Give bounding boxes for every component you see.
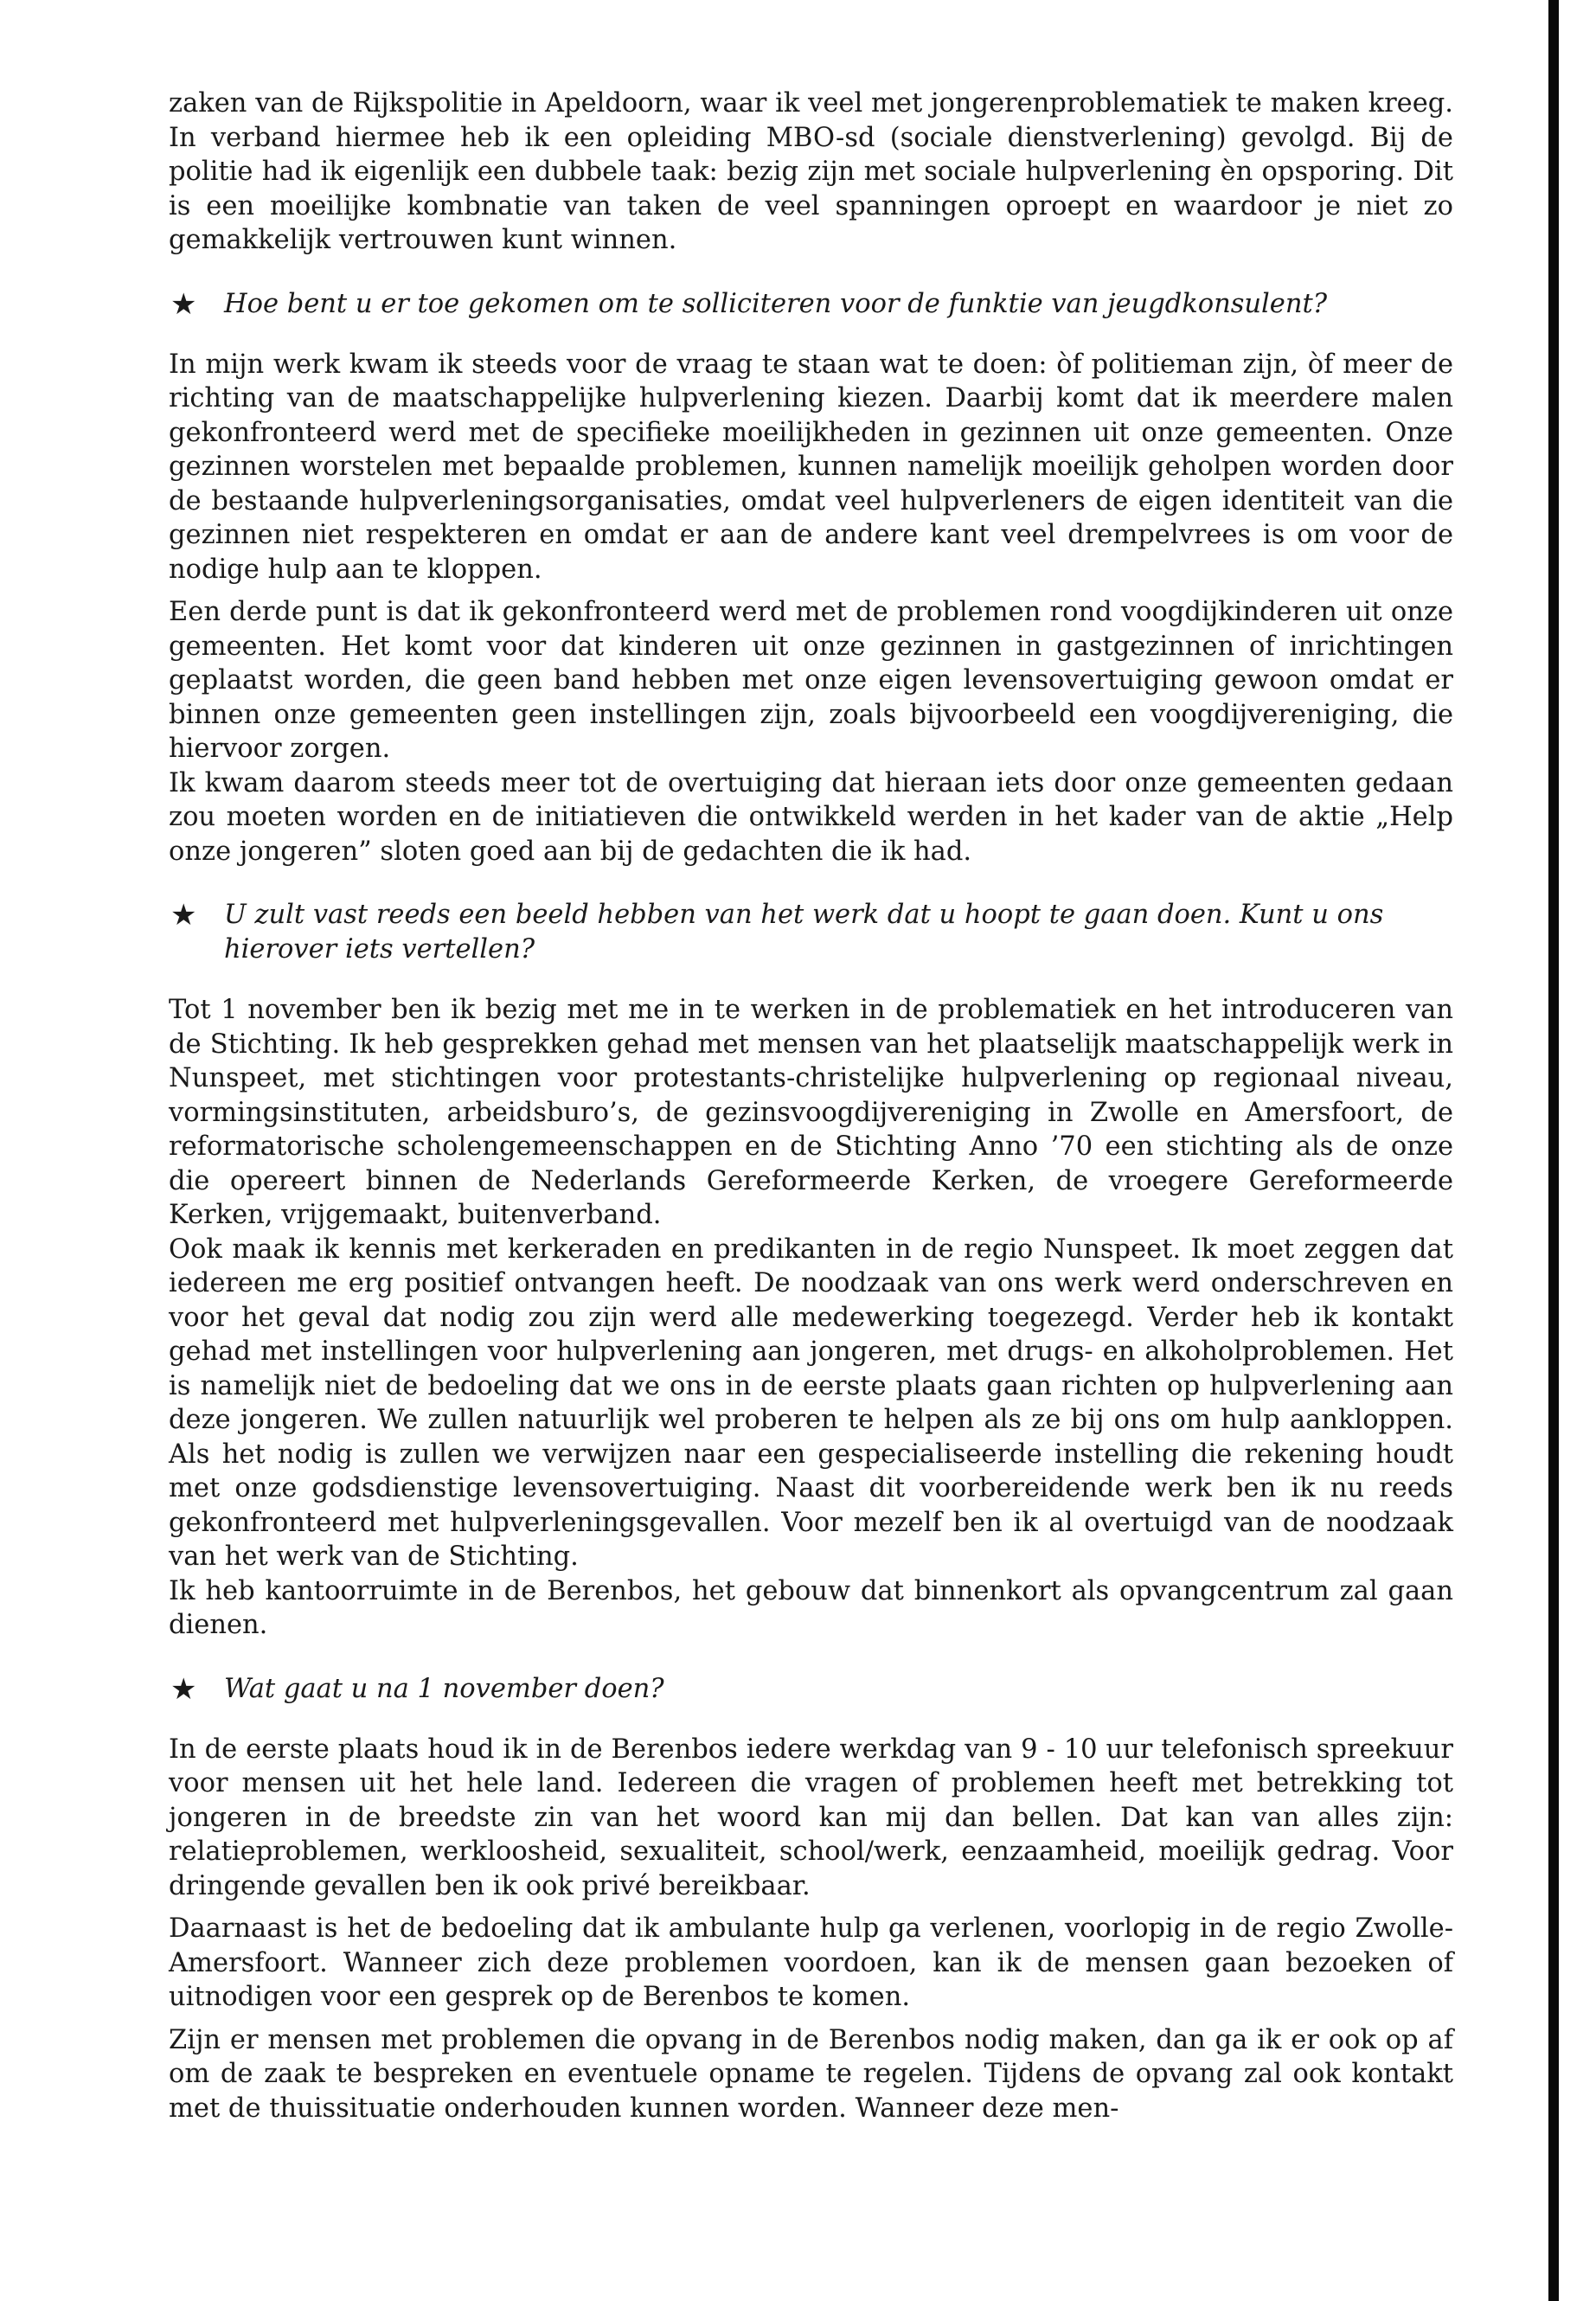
answer-paragraph: Tot 1 november ben ik bezig met me in te werken in de problematiek en het introduceren van de Stichting. Ik heb gesprekken gehad met mensen van het plaatselijk maatschappelijk werk in Nunspeet, met stichtingen voor protestants-christelijke hulpverlening op regionaal niveau, vormingsinstituten, arbeidsburo’s, de gezinsvoogdijvereniging in Zwolle en Amersfoort, de reformatorische scholengemeenschappen en de Stichting Anno ’70 een stichting als de onze die opereert binnen de Nederlands Gereformeerde Kerken, de vroegere Gereformeerde Kerken, vrijgemaakt, buitenverband. xyxy=(169,995,1453,1230)
answer-paragraph: In mijn werk kwam ik steeds voor de vraag te staan wat te doen: òf politieman zijn, òf meer de richting van de maatschappelijke hulpverlening kiezen. Daarbij komt dat ik meerdere malen gekonfronteerd werd met de specifieke moeilijkheden in gezinnen uit onze gemeenten. Onze gezinnen worstelen met bepaalde problemen, kunnen namelijk moeilijk geholpen worden door de bestaande hulpverleningsorganisaties, omdat veel hulpverleners de eigen identiteit van die gezinnen niet respekteren en omdat er aan de andere kant veel drempelvrees is om voor de nodige hulp aan te kloppen. xyxy=(169,349,1453,585)
answer-paragraph: Ook maak ik kennis met kerkeraden en predikanten in de regio Nunspeet. Ik moet zeggen dat iedereen me erg positief ontvangen heeft. De noodzaak van ons werk werd onderschreven en voor het geval dat nodig zou zijn werd alle medewerking toegezegd. Verder heb ik kontakt gehad met instellingen voor hulpverlening aan jongeren, met drugs- en alkoholproblemen. Het is namelijk niet de bedoeling dat we ons in de eerste plaats gaan richten op hulpverlening aan deze jongeren. We zullen natuurlijk wel proberen te helpen als ze bij ons om hulp aankloppen. Als het nodig is zullen we verwijzen naar een gespecialiseerde instelling die rekening houdt met onze godsdienstige levensovertuiging. Naast dit voorbereidende werk ben ik nu reeds gekonfronteerd met hulpverleningsgevallen. Voor mezelf ben ik al overtuigd van de noodzaak van het werk van de Stichting. xyxy=(169,1234,1453,1572)
answer-paragraph: Ik heb kantoorruimte in de Berenbos, het gebouw dat binnenkort als opvangcentrum zal gaan dienen. xyxy=(169,1575,1453,1640)
answer-paragraph: Ik kwam daarom steeds meer tot de overtuiging dat hieraan iets door onze gemeenten gedaan zou moeten worden en de initiatieven die ontwikkeld werden in het kader van de aktie „Help onze jongeren” sloten goed aan bij de gedachten die ik had. xyxy=(169,767,1453,867)
question-text: Wat gaat u na 1 november doen? xyxy=(224,1673,664,1704)
interview-question-2 xyxy=(169,898,1453,967)
interview-question-3 xyxy=(169,1672,1453,1707)
answer-paragraph: Zijn er mensen met problemen die opvang in de Berenbos nodig maken, dan ga ik er ook op af om de zaak te bespreken en eventuele opname te regelen. Tijdens de opvang zal ook kontakt met de thuissituatie onderhouden kunnen worden. Wanneer deze men- xyxy=(169,2024,1453,2124)
answer-paragraph: In de eerste plaats houd ik in de Berenbos iedere werkdag van 9 - 10 uur telefonisch spreekuur voor mensen uit het hele land. Iedereen die vragen of problemen heeft met betrekking tot jongeren in de breedste zin van het woord kan mij dan bellen. Dat kan van alles zijn: relatieproblemen, werkloosheid, sexualiteit, school/werk, eenzaamheid, moeilijk gedrag. Voor dringende gevallen ben ik ook privé bereikbaar. xyxy=(169,1734,1453,1901)
scan-edge-border xyxy=(1548,0,1559,2301)
question-text: U zult vast reeds een beeld hebben van het werk dat u hoopt te gaan doen. Kunt u ons hierover iets vertellen? xyxy=(224,900,1384,965)
star-icon: ★ xyxy=(170,898,197,933)
answer-paragraph: Een derde punt is dat ik gekonfronteerd werd met de problemen rond voogdijkinderen uit onze gemeenten. Het komt voor dat kinderen uit onze gezinnen in gastgezinnen of inrichtingen geplaatst worden, die geen band hebben met onze eigen levensovertuiging gewoon omdat er binnen onze gemeenten geen instellingen zijn, zoals bijvoorbeeld een voogdijvereniging, die hiervoor zorgen. xyxy=(169,597,1453,764)
answer-paragraph: Daarnaast is het de bedoeling dat ik ambulante hulp ga verlenen, voorlopig in de regio Zwolle-Amersfoort. Wanneer zich deze problemen voordoen, kan ik de mensen gaan bezoeken of uitnodigen voor een gesprek op de Berenbos te komen. xyxy=(169,1913,1453,2012)
intro-paragraph: zaken van de Rijkspolitie in Apeldoorn, waar ik veel met jongerenproblematiek te maken kreeg. In verband hiermee heb ik een opleiding MBO-sd (sociale dienstverlening) gevolgd. Bij de politie had ik eigenlijk een dubbele taak: bezig zijn met sociale hulpverlening èn opsporing. Dit is een moeilijke kombnatie van taken de veel spanningen oproept en waardoor je niet zo gemakkelijk vertrouwen kunt winnen. xyxy=(169,88,1453,255)
star-icon: ★ xyxy=(170,286,197,322)
document-page xyxy=(169,87,1453,2125)
interview-question-1 xyxy=(169,287,1453,322)
question-text: Hoe bent u er toe gekomen om te solliciteren voor de funktie van jeugdkonsulent? xyxy=(224,288,1328,319)
star-icon: ★ xyxy=(170,1671,197,1707)
